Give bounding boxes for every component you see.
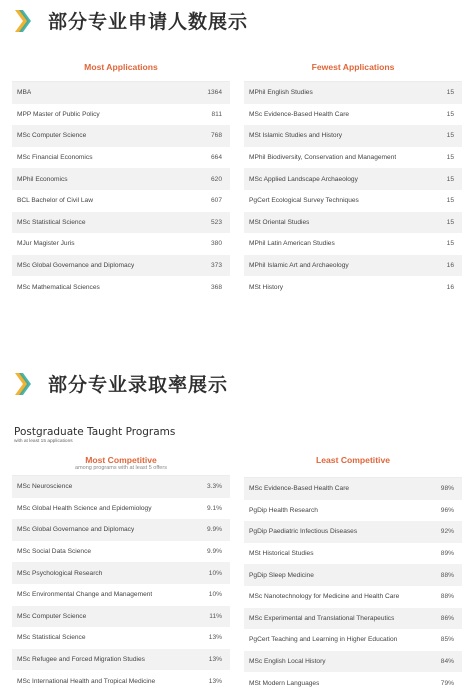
program-value: 9.9% xyxy=(206,548,222,556)
table-row xyxy=(244,212,462,234)
program-name: MSc Evidence-Based Health Care xyxy=(249,485,350,493)
table-row xyxy=(12,562,230,584)
table-row xyxy=(244,233,462,255)
program-value: 15 xyxy=(446,89,454,97)
program-value: 98% xyxy=(440,485,454,493)
program-name: MSc Financial Economics xyxy=(17,154,93,162)
table-row xyxy=(12,519,230,541)
table-row xyxy=(244,168,462,190)
program-name: MSc Statistical Science xyxy=(17,634,86,642)
table-row xyxy=(244,521,462,543)
program-value: 89% xyxy=(440,550,454,558)
pgt-title: Postgraduate Taught Programs xyxy=(14,426,176,438)
program-value: 9.1% xyxy=(206,504,222,512)
section-header-applications xyxy=(12,7,248,34)
program-value: 16 xyxy=(446,262,454,270)
program-value: 811 xyxy=(211,110,222,118)
most-applications-panel xyxy=(12,60,230,298)
table-row xyxy=(12,670,230,692)
most-applications-table xyxy=(12,81,230,298)
table-row xyxy=(244,125,462,147)
program-value: 15 xyxy=(446,110,454,118)
section-title: 部分专业申请人数展示 xyxy=(48,11,249,33)
section-header-acceptance xyxy=(12,370,228,397)
program-value: 16 xyxy=(446,283,454,291)
table-row xyxy=(244,478,462,500)
table-row xyxy=(244,82,462,104)
program-value: 79% xyxy=(440,679,454,687)
fewest-applications-table xyxy=(244,81,462,298)
program-value: 15 xyxy=(446,175,454,183)
table-row xyxy=(12,584,230,606)
table-row xyxy=(12,168,230,190)
table-row xyxy=(244,500,462,522)
program-value: 13% xyxy=(208,677,222,685)
program-value: 620 xyxy=(210,175,222,183)
program-value: 96% xyxy=(440,506,454,514)
table-row xyxy=(244,276,462,298)
pgt-subtitle: with at least 15 applications xyxy=(14,439,73,444)
table-row xyxy=(12,476,230,498)
program-name: PgDip Paediatric Infectious Diseases xyxy=(249,528,358,536)
program-name: MSc Computer Science xyxy=(17,612,87,620)
table-row xyxy=(12,104,230,126)
program-value: 368 xyxy=(210,283,222,291)
table-row xyxy=(12,627,230,649)
program-name: MSc Global Health Science and Epidemiology xyxy=(17,504,152,512)
program-name: BCL Bachelor of Civil Law xyxy=(17,197,93,205)
most-competitive-panel xyxy=(12,453,230,692)
chevron-right-icon xyxy=(12,8,38,34)
table-row xyxy=(244,651,462,673)
program-name: MPhil Economics xyxy=(17,175,68,183)
most-competitive-table xyxy=(12,475,230,692)
table-row xyxy=(244,672,462,694)
program-name: PgCert Ecological Survey Techniques xyxy=(249,197,359,205)
program-name: MSc Neuroscience xyxy=(17,483,73,491)
program-value: 10% xyxy=(208,591,222,599)
program-name: PgDip Health Research xyxy=(249,506,318,514)
table-row xyxy=(12,498,230,520)
panel-title: Most Applications xyxy=(84,62,158,72)
table-row xyxy=(12,649,230,671)
program-value: 15 xyxy=(446,240,454,248)
program-value: 15 xyxy=(446,218,454,226)
panel-title: Fewest Applications xyxy=(311,62,395,72)
program-name: MPhil Latin American Studies xyxy=(249,240,335,248)
program-value: 15 xyxy=(446,154,454,162)
program-value: 380 xyxy=(210,240,222,248)
table-row xyxy=(244,586,462,608)
least-competitive-table xyxy=(244,477,462,694)
program-value: 88% xyxy=(440,593,454,601)
program-name: MSc International Health and Tropical Medicine xyxy=(17,677,156,685)
panel-title: Most Competitive xyxy=(85,455,157,465)
program-value: 13% xyxy=(208,656,222,664)
section-title: 部分专业录取率展示 xyxy=(48,374,229,396)
program-name: MSc Nanotechnology for Medicine and Health Care xyxy=(249,593,400,601)
program-value: 92% xyxy=(440,528,454,536)
table-row xyxy=(244,564,462,586)
program-name: MSt Islamic Studies and History xyxy=(249,132,343,140)
program-value: 523 xyxy=(210,218,222,226)
program-value: 607 xyxy=(210,197,222,205)
table-row xyxy=(12,233,230,255)
program-value: 768 xyxy=(210,132,222,140)
program-value: 1364 xyxy=(207,89,222,97)
table-row xyxy=(244,190,462,212)
table-row xyxy=(12,125,230,147)
program-value: 10% xyxy=(208,569,222,577)
table-row xyxy=(244,629,462,651)
table-row xyxy=(12,255,230,277)
least-competitive-panel xyxy=(244,453,462,694)
program-name: MSc Global Governance and Diplomacy xyxy=(17,526,135,534)
table-row xyxy=(244,147,462,169)
table-row xyxy=(244,608,462,630)
table-row xyxy=(12,212,230,234)
program-name: MPhil Islamic Art and Archaeology xyxy=(249,262,349,270)
program-name: MSt Historical Studies xyxy=(249,550,314,558)
program-value: 9.9% xyxy=(206,526,222,534)
program-name: MSc Experimental and Translational Therapeutics xyxy=(249,614,395,622)
program-name: MSc Psychological Research xyxy=(17,569,103,577)
program-name: MSc Applied Landscape Archaeology xyxy=(249,175,358,183)
panel-title: Least Competitive xyxy=(315,455,391,465)
program-name: MSc Computer Science xyxy=(17,132,87,140)
program-name: MSt Oriental Studies xyxy=(249,218,310,226)
program-value: 15 xyxy=(446,132,454,140)
program-value: 85% xyxy=(440,636,454,644)
program-name: PgDip Sleep Medicine xyxy=(249,571,314,579)
program-name: MSc Environmental Change and Management xyxy=(17,591,153,599)
program-value: 84% xyxy=(440,658,454,666)
program-name: MBA xyxy=(17,89,32,97)
program-name: MSt Modern Languages xyxy=(249,679,320,687)
program-name: MSc Evidence-Based Health Care xyxy=(249,110,350,118)
panel-subtitle: among programs with at least 5 offers xyxy=(75,465,167,471)
fewest-applications-panel xyxy=(244,60,462,298)
table-row xyxy=(244,104,462,126)
program-name: MPhil English Studies xyxy=(249,89,313,97)
program-name: MSc Mathematical Sciences xyxy=(17,283,100,291)
program-name: MPP Master of Public Policy xyxy=(17,110,100,118)
program-name: PgCert Teaching and Learning in Higher Education xyxy=(249,636,398,644)
chevron-right-icon xyxy=(12,371,38,397)
table-row xyxy=(12,147,230,169)
program-name: MSc Statistical Science xyxy=(17,218,86,226)
table-row xyxy=(244,255,462,277)
program-name: MSt History xyxy=(249,283,284,291)
program-value: 15 xyxy=(446,197,454,205)
program-name: MJur Magister Juris xyxy=(17,240,75,248)
program-value: 3.3% xyxy=(206,483,222,491)
table-row xyxy=(12,276,230,298)
table-row xyxy=(12,541,230,563)
program-name: MSc Social Data Science xyxy=(17,548,92,556)
program-name: MPhil Biodiversity, Conservation and Management xyxy=(249,154,397,162)
program-name: MSc Global Governance and Diplomacy xyxy=(17,262,135,270)
program-value: 13% xyxy=(208,634,222,642)
program-value: 373 xyxy=(210,262,222,270)
program-value: 11% xyxy=(209,612,222,620)
program-name: MSc Refugee and Forced Migration Studies xyxy=(17,656,145,664)
program-value: 664 xyxy=(210,154,222,162)
table-row xyxy=(244,543,462,565)
program-value: 86% xyxy=(440,614,454,622)
table-row xyxy=(12,82,230,104)
program-value: 88% xyxy=(440,571,454,579)
program-name: MSc English Local History xyxy=(249,658,326,666)
table-row xyxy=(12,190,230,212)
table-row xyxy=(12,606,230,628)
